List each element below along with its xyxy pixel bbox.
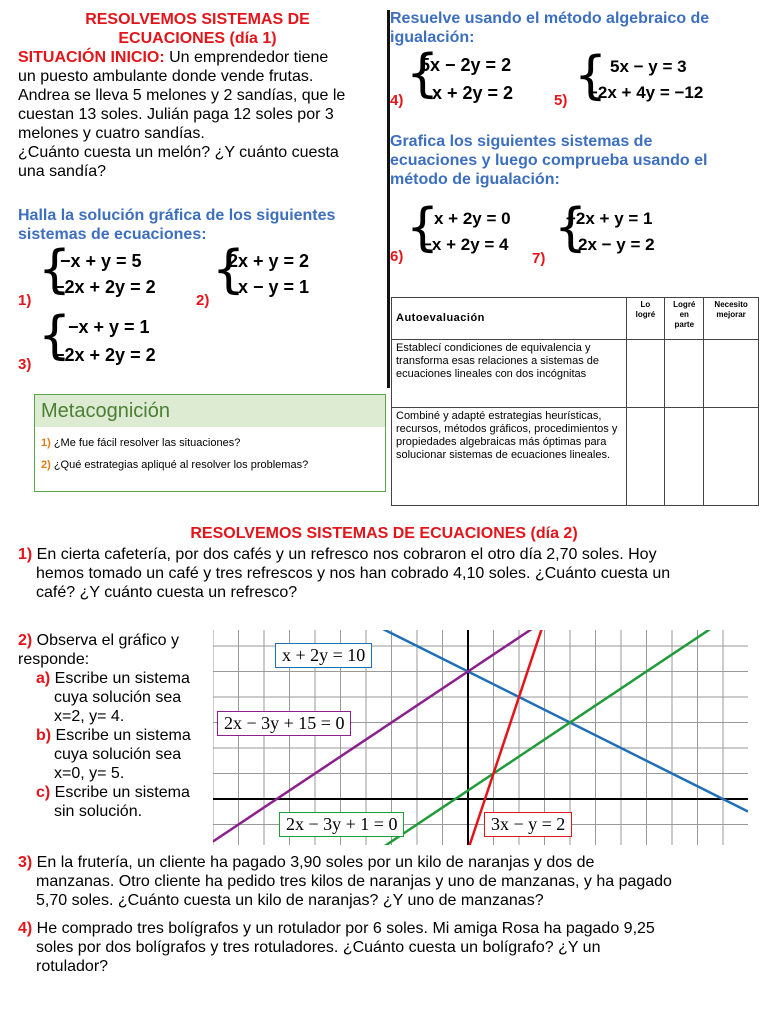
q2-number: 2): [41, 459, 51, 471]
algebra-heading: [390, 9, 766, 47]
problem-2: [18, 631, 218, 821]
brace-icon: {: [212, 240, 246, 300]
system-2-eq2: x − y = 1: [238, 277, 310, 297]
problem-1-number: 1): [18, 546, 33, 563]
problem-2b-label: b): [36, 727, 52, 744]
system-4-eq2: x + 2y = 2: [432, 83, 514, 103]
problem-2a-label: a): [36, 670, 51, 687]
system-4-number: 4): [390, 92, 404, 109]
system-5-number: 5): [554, 92, 568, 109]
q2-text: ¿Qué estrategias apliqué al resolver los problemas?: [50, 459, 309, 471]
problem-1: [18, 545, 763, 602]
situation-line: un puesto ambulante donde vende frutas.: [18, 68, 314, 85]
problem-2a-line: x=2, y= 4.: [54, 708, 125, 725]
graph-section-line2: sistemas de ecuaciones:: [18, 226, 207, 243]
problem-2b-line: x=0, y= 5.: [54, 765, 125, 782]
problem-2b-line: Escribe un sistema: [51, 727, 191, 744]
autoeval-header: Autoevaluación: [392, 298, 627, 340]
situation-line: cuestan 13 soles. Julián paga 12 soles por 3: [18, 106, 334, 123]
problem-2a-line: Escribe un sistema: [50, 670, 190, 687]
brace-icon: {: [554, 198, 588, 258]
autoeval-row-1-text: Establecí condiciones de equivalencia y transforma esas relaciones a sistemas de ecuaciones lineales con dos incógnitas: [392, 340, 627, 408]
system-6-number: 6): [390, 248, 404, 265]
graph-check-heading: [390, 132, 766, 189]
problem-2c-label: c): [36, 784, 51, 801]
problem-3-line: manzanas. Otro cliente ha pedido tres kilos de naranjas y uno de manzanas, y ha pagado: [36, 873, 672, 890]
system-3-eq1: −x + y = 1: [68, 317, 150, 337]
metacognition-question-1: [41, 437, 379, 449]
problem-2a-line: cuya solución sea: [54, 689, 182, 706]
autoeval-col-improve: Necesito mejorar: [704, 298, 759, 340]
problem-2-intro-line: responde:: [18, 651, 90, 668]
algebra-heading-line2: igualación:: [390, 29, 475, 46]
graph-check-line: método de igualación:: [390, 171, 560, 188]
graph-section-heading: [18, 206, 388, 244]
system-3-eq2: −2x + 2y = 2: [54, 345, 156, 365]
metacognition-question-2: [41, 459, 379, 471]
autoeval-col-partial: Logré en parte: [665, 298, 704, 340]
column-divider: [387, 10, 390, 388]
graph-section-line1: Halla la solución gráfica de los siguientes: [18, 207, 336, 224]
brace-icon: {: [406, 44, 440, 104]
problem-3-line: En la frutería, un cliente ha pagado 3,90 soles por un kilo de naranjas y dos de: [32, 854, 595, 871]
system-6-eq2: −x + 2y = 4: [422, 235, 509, 254]
q1-text: ¿Me fue fácil resolver las situaciones?: [50, 437, 241, 449]
system-5-eq1: 5x − y = 3: [610, 57, 687, 76]
algebra-heading-line1: Resuelve usando el método algebraico de: [390, 10, 710, 27]
label-blue-line: x + 2y = 10: [275, 643, 372, 668]
problem-1-line: hemos tomado un café y tres refrescos y nos han cobrado 4,10 soles. ¿Cuánto cuesta un: [36, 565, 671, 582]
system-7-eq2: 2x − y = 2: [578, 235, 655, 254]
autoeval-row-1-cell-partial[interactable]: [665, 340, 704, 408]
brace-icon: {: [574, 46, 608, 106]
situation-line: ¿Cuánto cuesta un melón? ¿Y cuánto cuesta: [18, 144, 339, 161]
situation-line: Un emprendedor tiene: [164, 49, 329, 66]
day1-title-line1: RESOLVEMOS SISTEMAS DE: [85, 11, 310, 28]
situation-line: una sandía?: [18, 163, 107, 180]
autoeval-col-achieved: Lo logré: [626, 298, 665, 340]
q1-number: 1): [41, 437, 51, 449]
problem-3-number: 3): [18, 854, 33, 871]
system-7-number: 7): [532, 250, 546, 267]
situation-line: melones y cuatro sandías.: [18, 125, 205, 142]
brace-icon: {: [38, 306, 72, 366]
day1-title-line2: ECUACIONES (día 1): [118, 30, 277, 47]
problem-2b-line: cuya solución sea: [54, 746, 182, 763]
metacognition-box: [34, 394, 386, 492]
metacognition-title: Metacognición: [35, 395, 385, 427]
day1-title: [20, 10, 375, 48]
label-purple-line: 2x − 3y + 15 = 0: [217, 711, 351, 736]
problem-1-line: café? ¿Y cuánto cuesta un refresco?: [36, 584, 298, 601]
problem-4: [18, 919, 763, 976]
label-red-line: 3x − y = 2: [484, 812, 572, 837]
day2-title: RESOLVEMOS SISTEMAS DE ECUACIONES (día 2): [190, 525, 578, 542]
graph-check-line: Grafica los siguientes sistemas de: [390, 133, 653, 150]
system-5-eq2: −2x + 4y = −12: [588, 83, 704, 102]
system-1-eq2: −2x + 2y = 2: [54, 277, 156, 297]
situation-line: Andrea se lleva 5 melones y 2 sandías, que le: [18, 87, 346, 104]
problem-3: [18, 853, 763, 910]
system-1-number: 1): [18, 292, 32, 309]
system-7-eq1: −2x + y = 1: [566, 209, 653, 228]
brace-icon: {: [38, 240, 72, 300]
brace-icon: {: [406, 198, 440, 258]
autoeval-row-2-cell-partial[interactable]: [665, 408, 704, 506]
situation-paragraph: [18, 48, 388, 181]
system-6-eq1: x + 2y = 0: [434, 209, 511, 228]
problem-3-line: 5,70 soles. ¿Cuánto cuesta un kilo de naranjas? ¿Y uno de manzanas?: [36, 892, 544, 909]
problem-2-number: 2): [18, 632, 33, 649]
autoeval-row-1-cell-achieved[interactable]: [626, 340, 665, 408]
autoeval-row-1-cell-improve[interactable]: [704, 340, 759, 408]
system-3-number: 3): [18, 356, 32, 373]
graph-check-line: ecuaciones y luego comprueba usando el: [390, 152, 708, 169]
system-2-eq1: 2x + y = 2: [228, 251, 310, 271]
autoeval-row-2-text: Combiné y adapté estrategias heurísticas, recursos, métodos gráficos, procedimientos y propiedades algebraicas más óptimas para solucionar sistemas de ecuaciones lineales.: [392, 408, 627, 506]
problem-2c-line: sin solución.: [54, 803, 143, 820]
problem-4-line: soles por dos bolígrafos y tres rotuladores. ¿Cuánto cuesta un bolígrafo? ¿Y un: [36, 939, 601, 956]
problem-1-line: En cierta cafetería, por dos cafés y un refresco nos cobraron el otro día 2,70 soles. Hoy: [32, 546, 657, 563]
problem-2c-line: Escribe un sistema: [50, 784, 190, 801]
lines-graph: [213, 630, 748, 845]
system-4-eq1: 5x − 2y = 2: [420, 55, 512, 75]
autoeval-row-2-cell-improve[interactable]: [704, 408, 759, 506]
label-green-line: 2x − 3y + 1 = 0: [279, 812, 404, 837]
system-2-number: 2): [196, 292, 210, 309]
problem-4-number: 4): [18, 920, 33, 937]
problem-4-line: He comprado tres bolígrafos y un rotulador por 6 soles. Mi amiga Rosa ha pagado 9,25: [32, 920, 655, 937]
autoevaluation-table: [391, 297, 759, 506]
system-1-eq1: −x + y = 5: [60, 251, 142, 271]
autoeval-row-2-cell-achieved[interactable]: [626, 408, 665, 506]
situation-label: SITUACIÓN INICIO:: [18, 49, 165, 66]
problem-2-intro-line: Observa el gráfico y: [32, 632, 179, 649]
problem-4-line: rotulador?: [36, 958, 109, 975]
